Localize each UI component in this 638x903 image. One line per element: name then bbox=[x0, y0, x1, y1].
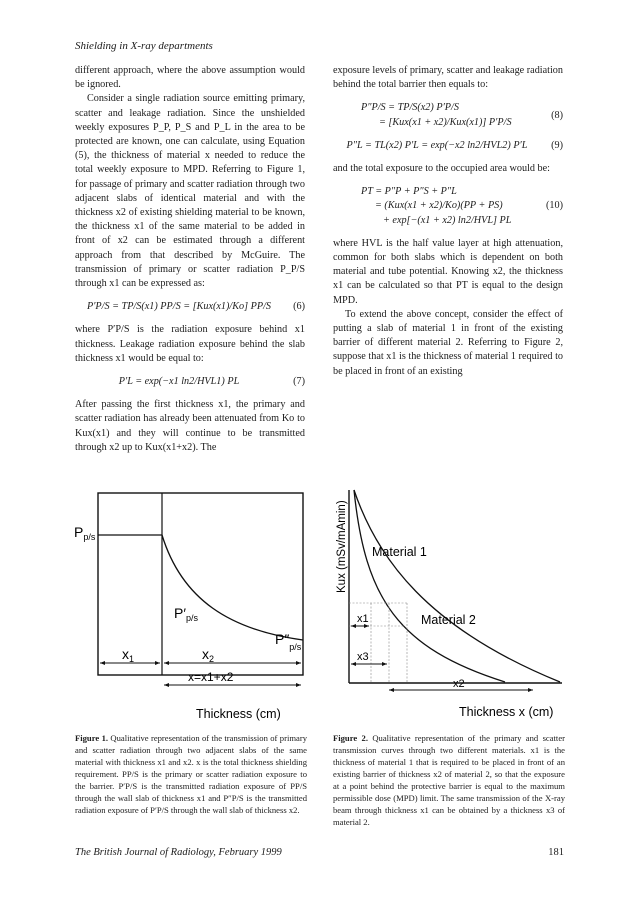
right-paragraph-2: and the total exposure to the occupied area would be: bbox=[333, 163, 550, 175]
equation-7-number: (7) bbox=[293, 376, 305, 388]
figure-2-arrowhead bbox=[382, 662, 387, 666]
equation-7-body: P′L = exp(−x1 ln2/HVL1) PL bbox=[118, 376, 240, 388]
equation-10-line-1: PT = P″P + P″S + P″L bbox=[361, 186, 457, 198]
figure-1-caption-label: Figure 1. bbox=[75, 733, 109, 743]
figure-1-arrowhead bbox=[100, 661, 105, 665]
equation-8 bbox=[333, 101, 563, 129]
figure-2-label-x2: x2 bbox=[453, 678, 465, 690]
left-paragraph-3: where P′P/S is the radiation exposure behind x1 thickness. Leakage radiation exposure behind the slab thickness x1 would be equal to: bbox=[75, 324, 305, 364]
figure-1-arrowhead bbox=[296, 661, 301, 665]
figure-1-label-x2: $x_2$ bbox=[202, 646, 215, 664]
right-paragraph-3: where HVL is the half value layer at high attenuation, common for both slabs which is dependent on both material and tube potential. Knowing x2, the thickness x1 can be calculated so that PT is equal to the design MPD. bbox=[333, 237, 563, 306]
equation-6-body: P′P/S = TP/S(x1) PP/S = [Kux(x1)/Ko] PP/S bbox=[86, 301, 272, 313]
equation-10 bbox=[333, 185, 563, 228]
figure-2-caption-label: Figure 2. bbox=[333, 733, 368, 743]
equation-9-number: (9) bbox=[551, 139, 563, 151]
figure-1-caption-text: Qualitative representation of the transmission of primary and scatter radiation through two adjacent slabs of the same material with thickness x1 and x2. x is the total thickness shielding requirement. PP/S is the primary or scatter radiation exposure to the barrier. P′P/S is the transmitted radiation exposure of PP/S through the wall slab of thickness x1 and P″P/S is the transmitted radiation exposure of P′P/S through the wall slab of thickness x2. bbox=[75, 733, 307, 815]
figure-1-arrowhead bbox=[296, 683, 301, 687]
figure-1-label-pdoubleprime: $P''_{p/s}$ bbox=[275, 631, 302, 652]
equation-6-number: (6) bbox=[293, 301, 305, 313]
equation-10-number: (10) bbox=[546, 200, 563, 212]
figure-2-label-material-1: Material 1 bbox=[372, 545, 427, 559]
equation-9-body: P″L = TL(x2) P′L = exp(−x2 ln2/HVL2) P′L bbox=[346, 139, 528, 151]
equation-8-line-2: = [Kux(x1 + x2)/Kux(x1)] P′P/S bbox=[379, 116, 512, 128]
figure-1 bbox=[70, 480, 315, 725]
left-paragraph-1: different approach, where the above assumption would be ignored. bbox=[75, 65, 305, 91]
figure-2-arrowhead bbox=[389, 688, 394, 692]
running-title: Shielding in X-ray departments bbox=[75, 40, 213, 52]
equation-7 bbox=[75, 375, 305, 389]
journal-footer: The British Journal of Radiology, February 1999 bbox=[75, 847, 282, 858]
figure-2-curve-material-1 bbox=[354, 490, 505, 682]
left-paragraph-2: Consider a single radiation source emitting primary, scatter and leakage radiation. Since the unshielded weekly exposures P_P, P_S and P_L in the area to be protected are known, one can calculate, using Equation (5), the thickness of material x needed to reduce the total weekly exposure to MPD. Referring to Figure 1, for passage of primary and scatter radiation through two adjacent slabs of identical material and with the thickness x2 of existing shielding material to be known, the thickness x1 of the same material to be added in front of x2 can be estimated through a different approach from that described by McGuire. The transmission of primary or scatter radiation P_P/S through x1 can be expressed as: bbox=[75, 93, 305, 290]
equation-8-line-1: P″P/S = TP/S(x2) P′P/S bbox=[361, 102, 459, 114]
right-column bbox=[333, 64, 563, 379]
figure-2-label-x1: x1 bbox=[357, 613, 369, 625]
equation-10-line-2: = (Kux(x1 + x2)/Ko)(PP + PS) bbox=[375, 200, 503, 212]
equation-9 bbox=[333, 139, 563, 153]
left-column bbox=[75, 64, 305, 455]
figure-2-label-material-2: Material 2 bbox=[421, 613, 476, 627]
figure-1-arrowhead bbox=[155, 661, 160, 665]
figure-1-label-xsum: x=x1+x2 bbox=[188, 670, 234, 684]
right-paragraph-4: To extend the above concept, consider the effect of putting a slab of material 1 in front of the existing barrier of different material 2. Referring to Figure 2, suppose that x1 is the thickness of material 1 required to be placed in front of an existing bbox=[333, 308, 563, 377]
figure-1-label-pprime: $P'_{p/s}$ bbox=[174, 605, 198, 623]
equation-6 bbox=[75, 300, 305, 314]
figure-2-caption bbox=[333, 732, 565, 828]
figure-1-caption bbox=[75, 732, 307, 816]
figure-2 bbox=[327, 478, 572, 726]
equation-8-number: (8) bbox=[551, 109, 563, 121]
figure-2-curve-material-2 bbox=[354, 490, 560, 682]
figure-2-caption-text: Qualitative representation of the primary and scatter transmission curves through two different materials. x1 is the thickness of material 1 that is required to be placed in front of an existing barrier of thickness x2 of material 2, so that the exposure at a point behind the protective barrier is equal to the maximum permissible dose (MPD) limit. The same transmission of the X-ray beam through thickness x1 can be obtained by a thickness x3 of material 2. bbox=[333, 733, 565, 827]
figure-2-arrowhead bbox=[528, 688, 533, 692]
figure-1-label-pps: $P_{p/s}$ bbox=[74, 524, 96, 542]
figure-2-arrowhead bbox=[351, 624, 356, 628]
right-paragraph-1: exposure levels of primary, scatter and leakage radiation behind the total barrier then equals to: bbox=[333, 65, 563, 91]
equation-10-line-3: + exp[−(x1 + x2) ln2/HVL] PL bbox=[383, 214, 512, 226]
page-number: 181 bbox=[548, 847, 564, 858]
figure-2-x-axis-label: Thickness x (cm) bbox=[459, 705, 554, 719]
figure-1-arrowhead bbox=[164, 683, 169, 687]
figure-1-x-axis-label: Thickness (cm) bbox=[196, 707, 281, 721]
left-paragraph-4: After passing the first thickness x1, the primary and scatter radiation has already been attenuated from Ko to Kux(x1) and they will continue to be transmitted through x2 up to Kux(x1+x2). The bbox=[75, 399, 305, 453]
figure-2-label-x3: x3 bbox=[357, 651, 369, 663]
figure-1-transmission-curve bbox=[162, 535, 303, 640]
figure-1-label-x1: $x_1$ bbox=[122, 646, 135, 664]
figure-2-y-axis-label: Kux (mSv/mAmin) bbox=[336, 500, 348, 593]
figure-1-arrowhead bbox=[164, 661, 169, 665]
figure-2-arrowhead bbox=[351, 662, 356, 666]
